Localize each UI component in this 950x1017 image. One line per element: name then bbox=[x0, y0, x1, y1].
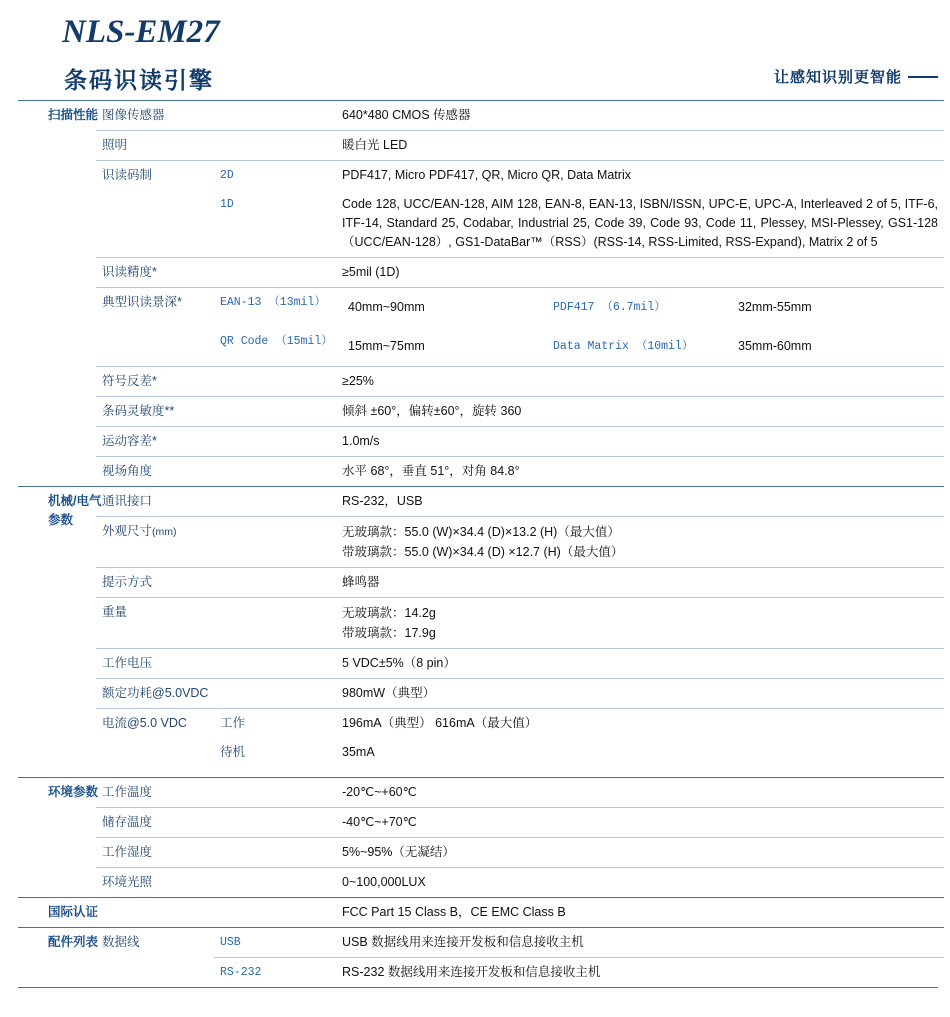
row-label: 符号反差* bbox=[96, 367, 336, 397]
row-sublabel: 待机 bbox=[220, 745, 246, 759]
table-row bbox=[18, 131, 944, 161]
row-label: 运动容差* bbox=[96, 427, 336, 457]
row-value: 倾斜 ±60°，偏转±60°，旋转 360 bbox=[336, 397, 944, 427]
row-value-group bbox=[336, 288, 944, 328]
page-subtitle: 条码识读引擎 bbox=[64, 67, 214, 93]
row-value-group bbox=[336, 517, 944, 568]
table-row bbox=[18, 868, 944, 898]
table-row bbox=[18, 709, 944, 739]
row-sublabel-secondary: Data Matrix （10mil） bbox=[553, 340, 694, 353]
row-label: 提示方式 bbox=[96, 568, 336, 598]
section-category bbox=[18, 487, 102, 778]
section-category: 扫描性能 bbox=[18, 101, 96, 487]
table-row bbox=[18, 517, 944, 568]
table-row bbox=[18, 649, 944, 679]
row-value: RS-232，USB bbox=[336, 487, 944, 517]
row-label bbox=[96, 517, 336, 568]
row-label: 视场角度 bbox=[96, 457, 336, 487]
row-label: 识读精度* bbox=[96, 258, 336, 288]
row-label: 数据线 bbox=[96, 928, 214, 988]
row-sublabel: EAN-13 （13mil） bbox=[214, 288, 336, 328]
slogan-divider bbox=[908, 76, 938, 78]
table-row bbox=[18, 778, 944, 808]
table-row bbox=[18, 679, 944, 709]
row-label bbox=[96, 898, 336, 928]
table-row bbox=[18, 427, 944, 457]
row-value: 196mA（典型） 616mA（最大值） bbox=[336, 709, 944, 739]
row-label: 照明 bbox=[96, 131, 336, 161]
row-label: 识读码制 bbox=[96, 161, 214, 258]
row-label: 额定功耗@5.0VDC bbox=[96, 679, 336, 709]
table-row bbox=[18, 397, 944, 427]
row-value: 无玻璃款：14.2g bbox=[342, 606, 436, 620]
row-value: 蜂鸣器 bbox=[336, 568, 944, 598]
row-sublabel: RS-232 bbox=[214, 958, 336, 988]
section-category: 环境参数 bbox=[18, 778, 96, 898]
table-row bbox=[18, 288, 944, 328]
table-row bbox=[18, 101, 944, 131]
row-value: 15mm~75mm bbox=[348, 339, 425, 353]
section-category: 配件列表 bbox=[18, 928, 96, 988]
row-value: 无玻璃款：55.0 (W)×34.4 (D)×13.2 (H)（最大值） bbox=[342, 525, 620, 539]
specification-table bbox=[18, 100, 944, 987]
row-value: -20℃~+60℃ bbox=[336, 778, 944, 808]
row-label-text: 外观尺寸 bbox=[102, 524, 153, 538]
row-label: 典型识读景深* bbox=[96, 288, 214, 367]
row-sublabel: 2D bbox=[214, 161, 336, 191]
table-row bbox=[18, 367, 944, 397]
row-label: 工作温度 bbox=[96, 778, 336, 808]
page-title: NLS-EM27 bbox=[62, 14, 220, 50]
table-row bbox=[18, 457, 944, 487]
table-row bbox=[18, 598, 944, 649]
row-value: 640*480 CMOS 传感器 bbox=[336, 101, 944, 131]
row-value-secondary: 32mm-55mm bbox=[738, 300, 812, 314]
row-label: 工作电压 bbox=[96, 649, 336, 679]
table-bottom-divider bbox=[18, 987, 938, 988]
row-label: 条码灵敏度** bbox=[96, 397, 336, 427]
row-value: 水平 68°，垂直 51°，对角 84.8° bbox=[336, 457, 944, 487]
row-value-group bbox=[336, 598, 944, 649]
table-row bbox=[18, 898, 944, 928]
row-value: USB 数据线用来连接开发板和信息接收主机 bbox=[336, 928, 944, 958]
spacer-cell bbox=[96, 767, 944, 778]
table-row bbox=[18, 928, 944, 958]
table-row-spacer bbox=[18, 767, 944, 778]
row-sublabel: QR Code （15mil） bbox=[220, 335, 333, 348]
row-value: -40℃~+70℃ bbox=[336, 808, 944, 838]
row-value: 40mm~90mm bbox=[348, 300, 425, 314]
row-label: 重量 bbox=[96, 598, 336, 649]
row-value-secondary: 35mm-60mm bbox=[738, 339, 812, 353]
table-row bbox=[18, 808, 944, 838]
row-label: 图像传感器 bbox=[96, 101, 336, 131]
row-value: 带玻璃款：55.0 (W)×34.4 (D) ×12.7 (H)（最大值） bbox=[342, 545, 624, 559]
row-value: 5 VDC±5%（8 pin） bbox=[336, 649, 944, 679]
table-row bbox=[18, 487, 944, 517]
section-category-line1: 机械/电气 bbox=[48, 494, 102, 508]
table-row bbox=[18, 258, 944, 288]
section-category-line2: 参数 bbox=[48, 513, 74, 527]
row-label: 工作湿度 bbox=[96, 838, 336, 868]
row-value: PDF417, Micro PDF417, QR, Micro QR, Data Matrix bbox=[336, 161, 944, 191]
row-value: 0~100,000LUX bbox=[336, 868, 944, 898]
row-sublabel: USB bbox=[214, 928, 336, 958]
row-value: 5%~95%（无凝结） bbox=[336, 838, 944, 868]
row-value: ≥25% bbox=[336, 367, 944, 397]
row-value: 暖白光 LED bbox=[336, 131, 944, 161]
row-value: 带玻璃款：17.9g bbox=[342, 626, 436, 640]
row-sublabel-secondary: PDF417 （6.7mil） bbox=[553, 301, 666, 314]
row-label: 环境光照 bbox=[96, 868, 336, 898]
row-value: 980mW（典型） bbox=[336, 679, 944, 709]
row-label-unit: (mm) bbox=[152, 526, 177, 538]
row-sublabel: 1D bbox=[220, 198, 234, 211]
row-label: 电流@5.0 VDC bbox=[96, 709, 214, 768]
row-value: FCC Part 15 Class B，CE EMC Class B bbox=[336, 898, 944, 928]
row-value-group bbox=[336, 327, 944, 367]
page-header bbox=[18, 0, 938, 100]
row-sublabel: 工作 bbox=[214, 709, 336, 739]
section-category: 国际认证 bbox=[18, 898, 96, 928]
table-row bbox=[18, 161, 944, 191]
slogan-text: 让感知识别更智能 bbox=[773, 69, 902, 86]
table-row bbox=[18, 568, 944, 598]
row-value: RS-232 数据线用来连接开发板和信息接收主机 bbox=[336, 958, 944, 988]
row-value: 35mA bbox=[342, 745, 375, 759]
row-label: 储存温度 bbox=[96, 808, 336, 838]
row-value: Code 128, UCC/EAN-128, AIM 128, EAN-8, EAN-13, ISBN/ISSN, UPC-E, UPC-A, Interleaved 2 of 5, ITF-6, ITF-14, Standard 25, Codabar, Industrial 25, Code 39, Code 93, Code 11, Plessey, MSI-Plessey, GS1-128（UCC/EAN-128）, GS1-DataBar™（RSS）(RSS-14, RSS-Limited, RSS-Expand), Matrix 2 of 5 bbox=[342, 197, 939, 249]
row-value: 1.0m/s bbox=[336, 427, 944, 457]
row-label: 通讯接口 bbox=[96, 487, 336, 517]
row-value: ≥5mil (1D) bbox=[336, 258, 944, 288]
table-row bbox=[18, 838, 944, 868]
